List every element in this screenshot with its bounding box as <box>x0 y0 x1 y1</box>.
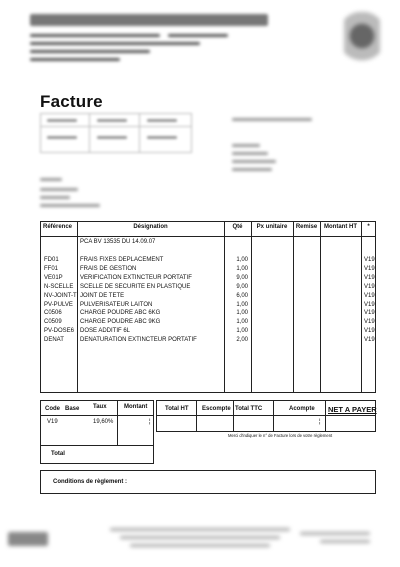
row-qty: 1,00 <box>236 319 248 326</box>
order-reference-note: PCA BV 13535 DU 14.09.07 <box>80 239 156 245</box>
row-qty: 1,00 <box>236 265 248 272</box>
row-designation: FRAIS FIXES DEPLACEMENT <box>80 257 164 263</box>
payment-conditions-label: Conditions de règlement : <box>53 479 128 485</box>
row-designation: CHARGE POUDRE ABC 9KG <box>80 319 161 326</box>
row-designation: DENATURATION EXTINCTEUR PORTATIF <box>80 337 197 344</box>
document-title: Facture <box>40 92 103 111</box>
invoice-meta-box <box>40 113 192 153</box>
column-header-designation: Désignation <box>133 224 168 230</box>
column-header-reference: Référence <box>43 224 73 230</box>
tax-total-label: Total <box>51 451 65 457</box>
footer-legal <box>0 510 400 567</box>
row-qty: 9,00 <box>236 274 248 281</box>
row-designation: JOINT DE TETE <box>80 292 125 299</box>
row-qty: 1,00 <box>236 301 248 308</box>
row-qty: 1,00 <box>236 328 248 335</box>
row-reference: C0509 <box>44 319 62 326</box>
column-header-qty: Qté <box>232 224 243 230</box>
tax-rate-value: 19,60% <box>93 419 114 425</box>
column-header-tax: * <box>367 224 370 230</box>
recipient-address <box>232 118 332 178</box>
row-qty: 9,00 <box>236 283 248 290</box>
row-reference: NV-JOINT-T <box>44 292 77 299</box>
company-logo <box>344 12 380 72</box>
row-reference: DENAT <box>44 337 64 344</box>
column-header-amount-ht: Montant HT <box>324 224 357 230</box>
row-tax-code: V19 <box>364 301 375 308</box>
row-designation: PULVERISATEUR LAITON <box>80 301 153 308</box>
payment-conditions-box <box>40 470 376 494</box>
acompte-mark: ¦ <box>319 419 321 425</box>
net-a-payer-label: NET A PAYER <box>328 405 377 414</box>
company-header <box>28 8 278 68</box>
line-items-table <box>40 221 376 393</box>
column-header-unit-price: Px unitaire <box>256 224 288 230</box>
escompte-label: Escompte <box>202 406 231 412</box>
row-reference: PV-DOSE6 <box>44 328 75 335</box>
tax-amount-mark: ¦ <box>149 419 151 425</box>
row-designation: FRAIS DE GESTION <box>80 265 137 272</box>
tax-code-value: V19 <box>47 419 58 425</box>
row-tax-code: V19 <box>364 265 375 272</box>
row-reference: FF01 <box>44 265 59 272</box>
row-designation: CHARGE POUDRE ABC 6KG <box>80 310 161 317</box>
row-designation: SCELLE DE SECURITE EN PLASTIQUE <box>80 283 191 290</box>
column-header-discount: Remise <box>295 224 318 230</box>
row-qty: 1,00 <box>236 310 248 317</box>
row-tax-code: V19 <box>364 310 375 317</box>
row-tax-code: V19 <box>364 337 375 344</box>
tax-code-header: Code <box>45 406 60 412</box>
row-qty: 6,00 <box>236 292 248 299</box>
row-reference: N-SCELLE <box>44 283 74 290</box>
payment-reference-note: Merci d'indiquer le n° de Facture lors de votre règlement <box>228 433 333 438</box>
row-designation: DOSE ADDITIF 6L <box>80 328 131 335</box>
row-designation: VERIFICATION EXTINCTEUR PORTATIF <box>80 274 192 281</box>
row-qty: 2,00 <box>236 337 248 344</box>
row-tax-code: V19 <box>364 257 375 263</box>
row-reference: FD01 <box>44 257 59 263</box>
tax-summary-box <box>40 400 154 464</box>
row-tax-code: V19 <box>364 319 375 326</box>
row-tax-code: V19 <box>364 292 375 299</box>
row-reference: VE01P <box>44 274 63 281</box>
tax-rate-header: Taux <box>93 404 107 410</box>
acompte-label: Acompte <box>289 406 315 412</box>
tax-amount-header: Montant <box>124 404 148 410</box>
row-tax-code: V19 <box>364 283 375 290</box>
total-ttc-label: Total TTC <box>235 406 263 412</box>
tax-base-header: Base <box>65 406 80 412</box>
row-tax-code: V19 <box>364 328 375 335</box>
total-ht-label: Total HT <box>165 406 189 412</box>
row-tax-code: V19 <box>364 274 375 281</box>
row-reference: PV-PULVE <box>44 301 73 308</box>
row-qty: 1,00 <box>236 257 248 263</box>
client-info <box>40 178 150 214</box>
totals-box <box>156 400 376 432</box>
row-reference: C0506 <box>44 310 62 317</box>
